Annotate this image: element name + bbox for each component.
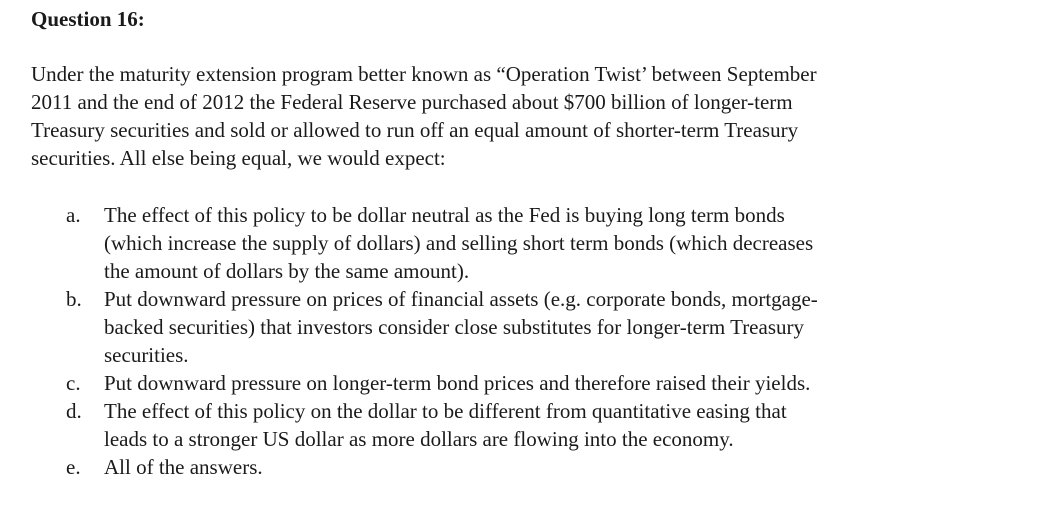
option-text-line: The effect of this policy to be dollar neutral as the Fed is buying long term bonds <box>104 203 785 227</box>
option-text-line: leads to a stronger US dollar as more dollars are flowing into the economy. <box>104 427 734 451</box>
option-text-line: The effect of this policy on the dollar to be different from quantitative easing that <box>104 399 787 423</box>
option-text-line: backed securities) that investors consider close substitutes for longer-term Treasury <box>104 315 804 339</box>
option-text-line: All of the answers. <box>104 455 263 479</box>
option-letter: d. <box>66 399 82 423</box>
option-text-line: Put downward pressure on longer-term bond prices and therefore raised their yields. <box>104 371 811 395</box>
question-stem <box>31 60 991 172</box>
stem-line: Under the maturity extension program better known as “Operation Twist’ between September <box>31 62 817 86</box>
answer-option-b[interactable] <box>31 285 1031 369</box>
option-text-line: (which increase the supply of dollars) and selling short term bonds (which decreases <box>104 231 814 255</box>
option-text-line: Put downward pressure on prices of financial assets (e.g. corporate bonds, mortgage- <box>104 287 818 311</box>
answer-option-d[interactable] <box>31 397 1031 453</box>
answer-options <box>31 201 1031 481</box>
answer-option-a[interactable] <box>31 201 1031 285</box>
answer-option-e[interactable] <box>31 453 1031 481</box>
answer-option-c[interactable] <box>31 369 1031 397</box>
stem-line: 2011 and the end of 2012 the Federal Reserve purchased about $700 billion of longer-term <box>31 90 793 114</box>
option-letter: b. <box>66 287 82 311</box>
option-text-line: the amount of dollars by the same amount). <box>104 259 470 283</box>
stem-line: securities. All else being equal, we would expect: <box>31 146 446 170</box>
option-letter: e. <box>66 455 81 479</box>
question-title: Question 16: <box>31 7 145 31</box>
option-text-line: securities. <box>104 343 189 367</box>
stem-line: Treasury securities and sold or allowed to run off an equal amount of shorter-term Treasury <box>31 118 799 142</box>
option-letter: c. <box>66 371 81 395</box>
option-letter: a. <box>66 203 81 227</box>
